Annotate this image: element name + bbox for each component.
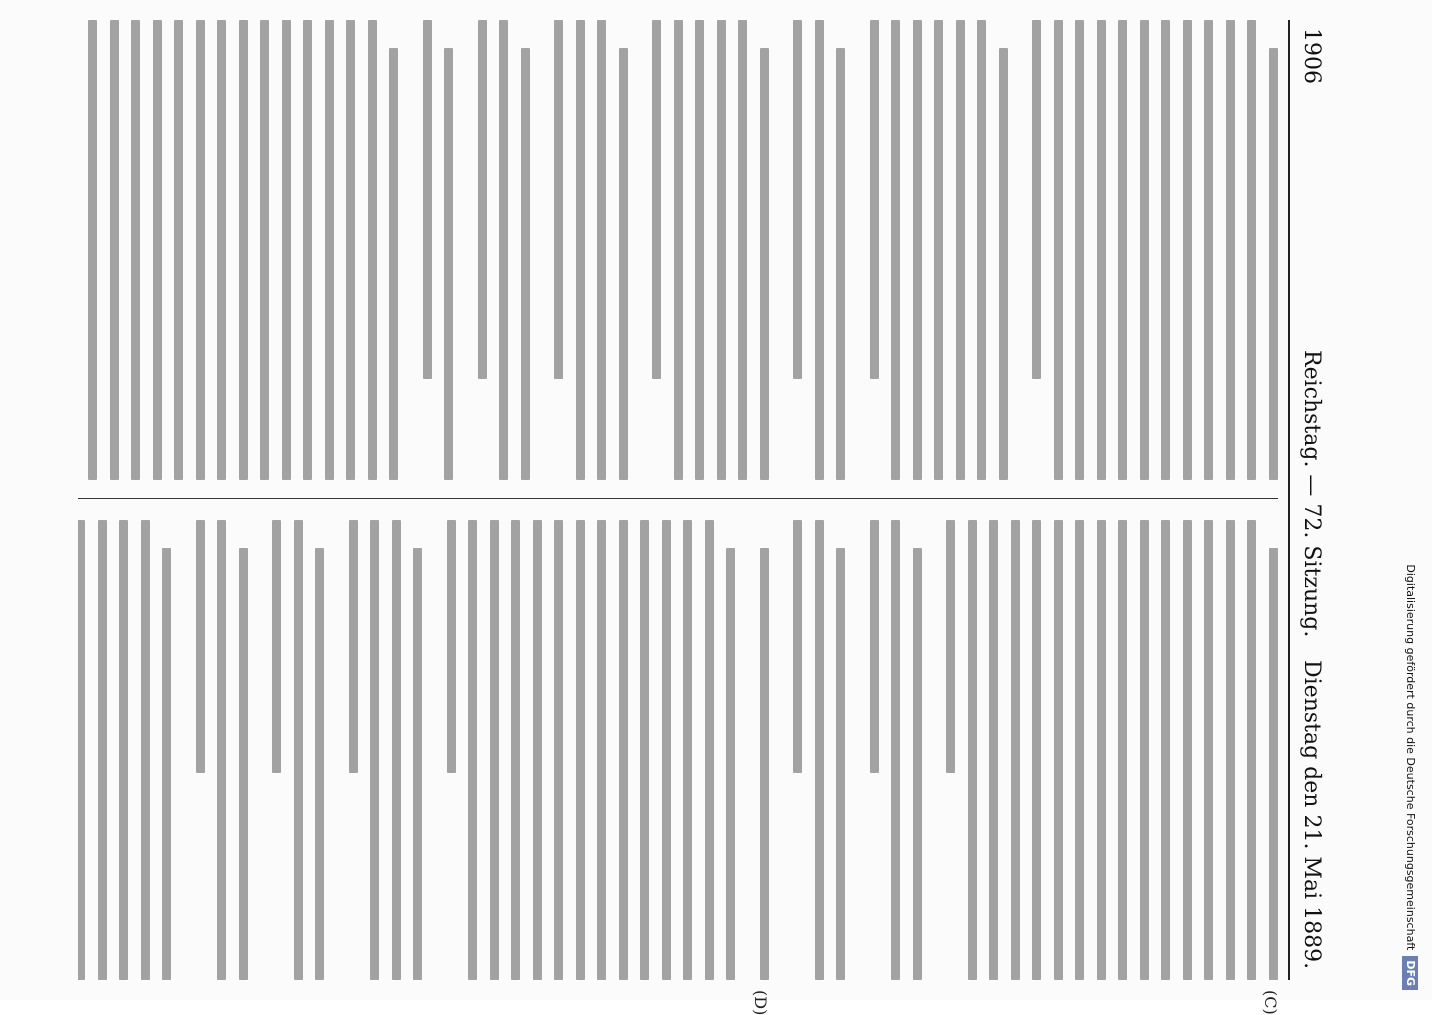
text-line <box>368 20 377 480</box>
text-line <box>316 548 325 980</box>
text-line <box>390 48 399 480</box>
text-line <box>282 20 291 480</box>
dfg-logo: DFG <box>1402 956 1418 990</box>
text-line <box>935 20 944 480</box>
text-line <box>304 20 313 480</box>
text-line <box>576 520 585 980</box>
text-line <box>521 48 530 480</box>
text-line <box>892 20 901 480</box>
text-line <box>870 520 879 773</box>
text-line <box>1054 520 1063 980</box>
text-line <box>512 520 521 980</box>
text-line <box>727 548 736 980</box>
text-line <box>990 520 999 980</box>
text-line <box>696 20 705 480</box>
text-line <box>1011 520 1020 980</box>
text-line <box>684 520 693 980</box>
text-line <box>760 548 769 980</box>
text-line <box>1119 520 1128 980</box>
text-line <box>956 20 965 480</box>
margin-letter-c: (C) <box>1261 990 1280 1015</box>
text-line <box>837 48 846 480</box>
paragraph-gap <box>846 520 858 980</box>
text-line <box>196 20 205 480</box>
text-line <box>794 520 803 773</box>
digitization-stamp <box>1395 10 1425 990</box>
text-line <box>478 20 487 379</box>
text-line <box>1269 548 1278 980</box>
text-line <box>1226 520 1235 980</box>
page-number: 1906 <box>1299 28 1324 84</box>
text-line <box>794 20 803 379</box>
text-line <box>598 20 607 480</box>
text-line <box>1140 520 1149 980</box>
text-line <box>469 520 478 980</box>
text-line <box>717 20 726 480</box>
paragraph-gap <box>248 520 260 980</box>
text-line <box>619 48 628 480</box>
text-line <box>120 520 129 980</box>
text-line <box>533 520 542 980</box>
rotated-page-content <box>40 0 1330 1015</box>
text-line <box>815 520 824 980</box>
text-line <box>1183 520 1192 980</box>
text-line <box>968 520 977 980</box>
text-line <box>1033 520 1042 980</box>
text-line <box>110 20 119 480</box>
text-line <box>1205 20 1214 480</box>
text-line <box>999 48 1008 480</box>
text-line <box>1097 520 1106 980</box>
text-line <box>261 20 270 480</box>
text-line <box>978 20 987 480</box>
running-header-title: Reichstag. — 72. Sitzung. <box>1299 350 1324 638</box>
column-divider <box>78 498 1278 499</box>
text-line <box>153 20 162 480</box>
text-line <box>141 520 150 980</box>
text-line <box>239 20 248 480</box>
text-line <box>913 548 922 980</box>
text-line <box>294 520 303 980</box>
text-line <box>1248 20 1257 480</box>
paragraph-gap <box>423 520 435 980</box>
text-line <box>1183 20 1192 480</box>
text-line <box>892 520 901 980</box>
text-line <box>218 20 227 480</box>
text-line <box>500 20 509 480</box>
text-line <box>619 520 628 980</box>
text-line <box>325 20 334 480</box>
running-header-date: Dienstag den 21. Mai 1889. <box>1299 660 1324 970</box>
header-rule <box>1288 20 1290 980</box>
text-line <box>349 520 358 773</box>
paragraph-gap <box>399 20 411 480</box>
text-line <box>132 20 141 480</box>
text-line <box>870 20 879 379</box>
text-line <box>1076 520 1085 980</box>
text-line <box>163 548 172 980</box>
text-line <box>445 48 454 480</box>
text-line <box>1033 20 1042 379</box>
margin-letter-d: (D) <box>751 990 770 1015</box>
text-line <box>576 20 585 480</box>
text-line <box>815 20 824 480</box>
text-line <box>490 520 499 980</box>
text-line <box>1162 520 1171 980</box>
text-line <box>196 520 205 773</box>
text-line <box>653 20 662 379</box>
paragraph-gap <box>846 20 858 480</box>
text-line <box>1248 520 1257 980</box>
text-line <box>347 20 356 480</box>
stamp-text: Digitalisierung gefördert durch die Deutsche Forschungsgemeinschaft <box>1404 564 1417 951</box>
text-line <box>89 20 98 480</box>
text-line <box>598 520 607 980</box>
text-line <box>1140 20 1149 480</box>
text-line <box>739 20 748 480</box>
text-line <box>555 20 564 379</box>
text-line <box>641 520 650 980</box>
text-line <box>371 520 380 980</box>
text-line <box>98 520 107 980</box>
text-line <box>837 548 846 980</box>
text-column-right <box>78 520 1278 980</box>
text-line <box>705 520 714 980</box>
text-line <box>239 548 248 980</box>
text-line <box>273 520 282 773</box>
paragraph-gap <box>172 520 184 980</box>
paragraph-gap <box>325 520 337 980</box>
text-line <box>78 520 86 980</box>
paragraph-gap <box>769 20 781 480</box>
text-line <box>175 20 184 480</box>
text-line <box>913 20 922 480</box>
paragraph-gap <box>736 520 748 980</box>
text-line <box>392 520 401 980</box>
text-line <box>1076 20 1085 480</box>
text-line <box>674 20 683 480</box>
text-line <box>1226 20 1235 480</box>
text-line <box>1205 520 1214 980</box>
text-line <box>1162 20 1171 480</box>
text-line <box>947 520 956 773</box>
text-line <box>662 520 671 980</box>
paragraph-gap <box>530 20 542 480</box>
paragraph-gap <box>769 520 781 980</box>
paragraph-gap <box>628 20 640 480</box>
paragraph-gap <box>922 520 934 980</box>
text-line <box>1097 20 1106 480</box>
text-line <box>414 548 423 980</box>
text-line <box>1269 48 1278 480</box>
text-line <box>1054 20 1063 480</box>
text-column-left <box>78 20 1278 480</box>
text-line <box>447 520 456 773</box>
text-line <box>1119 20 1128 480</box>
text-line <box>555 520 564 980</box>
text-line <box>423 20 432 379</box>
text-line <box>760 48 769 480</box>
text-line <box>218 520 227 980</box>
paragraph-gap <box>1008 20 1020 480</box>
paragraph-gap <box>454 20 466 480</box>
